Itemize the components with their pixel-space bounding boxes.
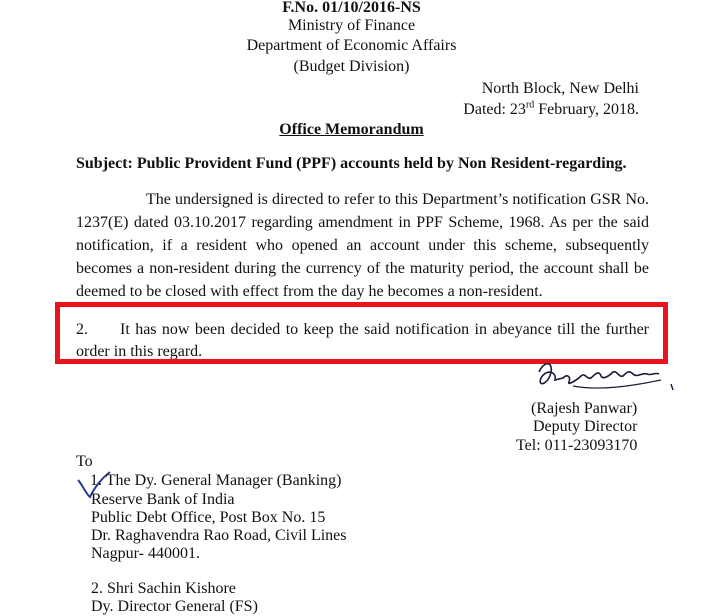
signature-image — [533, 350, 688, 400]
para1-line: becomes a non-resident during the currency of the maturity period, the account shall be — [76, 260, 649, 277]
file-number: F.No. 01/10/2016-NS — [282, 0, 421, 16]
signatory-designation: Deputy Director — [533, 418, 638, 435]
recipient1-line: Public Debt Office, Post Box No. 15 — [91, 509, 326, 526]
ministry-name: Ministry of Finance — [287, 17, 416, 34]
para1-line: The undersigned is directed to refer to this Department’s notification GSR No. — [146, 191, 649, 208]
para1-line: 1237(E) dated 03.10.2017 regarding amendment in PPF Scheme, 1968. As per the said — [76, 214, 649, 231]
subject-line: Subject: Public Provident Fund (PPF) accounts held by Non Resident-regarding. — [76, 155, 627, 172]
para2-line: order in this regard. — [76, 343, 203, 360]
to-label: To — [76, 453, 93, 470]
department-name: Department of Economic Affairs — [246, 37, 457, 54]
signatory-telephone: Tel: 011-23093170 — [516, 437, 638, 454]
memo-title: Office Memorandum — [279, 121, 424, 138]
para1-line: deemed to be closed with effect from the day he becomes a non-resident. — [76, 283, 543, 300]
date: Dated: 23rd February, 2018. — [463, 99, 639, 118]
recipient2-line: Dy. Director General (FS) — [91, 598, 258, 615]
recipient2-line: 2. Shri Sachin Kishore — [91, 580, 236, 597]
recipient1-line: 1. The Dy. General Manager (Banking) — [90, 472, 342, 489]
recipient1-line: Nagpur- 440001. — [91, 545, 200, 562]
place: North Block, New Delhi — [481, 80, 639, 97]
signatory-name: (Rajesh Panwar) — [531, 400, 638, 417]
para1-line: notification, if a resident who opened an account under this scheme, subsequently — [76, 237, 649, 254]
para2-number: 2. — [76, 321, 88, 338]
recipient1-line: Reserve Bank of India — [91, 491, 235, 508]
division-name: (Budget Division) — [293, 58, 410, 75]
recipient1-line: Dr. Raghavendra Rao Road, Civil Lines — [91, 527, 347, 544]
para2-line: It has now been decided to keep the said notification in abeyance till the further — [120, 321, 649, 338]
